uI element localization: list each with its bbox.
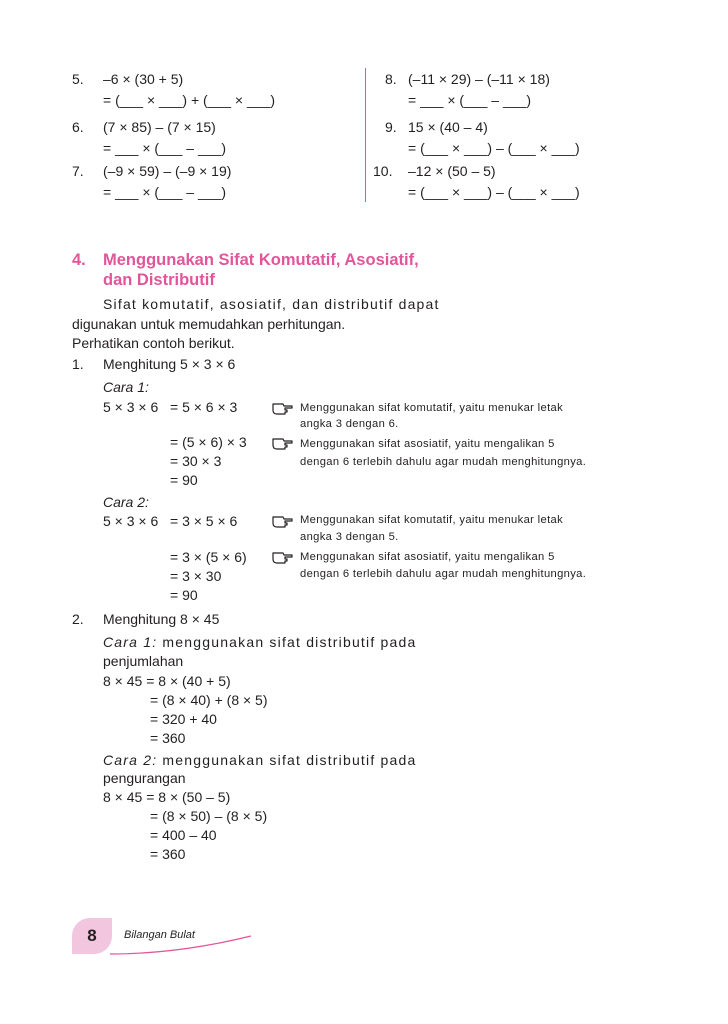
- method-desc-text: pengurangan: [103, 770, 186, 786]
- equation-step: = 3 × 30: [170, 568, 222, 584]
- page-number-badge: [72, 918, 112, 954]
- exercise-number: 7.: [72, 163, 84, 179]
- method-desc-text: menggunakan sifat distributif pada: [162, 634, 417, 650]
- exercise-expression: (–9 × 59) – (–9 × 19): [103, 163, 232, 179]
- equation-lhs: 5 × 3 × 6: [103, 513, 159, 529]
- method-label: Cara 2:: [103, 494, 149, 510]
- method-label: Cara 2:: [103, 752, 158, 768]
- exercise-number: 9.: [385, 119, 397, 135]
- equation-step: = 90: [170, 472, 198, 488]
- note-text: Menggunakan sifat komutatif, yaitu menukar letak: [300, 402, 564, 414]
- intro-text: Perhatikan contoh berikut.: [72, 335, 235, 351]
- equation-step: = 3 × 5 × 6: [170, 513, 238, 529]
- equation-step: = 360: [150, 846, 186, 862]
- equation-step: = 400 – 40: [150, 827, 217, 843]
- exercise-answer-template: = ___ × (___ – ___): [408, 92, 531, 108]
- exercise-number: 6.: [72, 119, 84, 135]
- method-label: Cara 1:: [103, 634, 158, 650]
- equation-step: = 3 × (5 × 6): [170, 549, 247, 565]
- example-title: Menghitung 8 × 45: [103, 611, 220, 627]
- exercise-answer-template: = (___ × ___) + (___ × ___): [103, 92, 276, 108]
- method-label: Cara 1:: [103, 379, 149, 395]
- exercise-expression: –12 × (50 – 5): [408, 163, 496, 179]
- note-text: angka 3 dengan 6.: [300, 418, 399, 430]
- section-title: Menggunakan Sifat Komutatif, Asosiatif,: [103, 251, 419, 269]
- equation-step: = (5 × 6) × 3: [170, 434, 247, 450]
- example-number: 2.: [72, 611, 84, 627]
- pointing-hand-icon: [272, 514, 294, 528]
- note-text: Menggunakan sifat asosiatif, yaitu mengalikan 5: [300, 438, 555, 450]
- pointing-hand-icon: [272, 401, 294, 415]
- page-number: 8: [87, 926, 97, 945]
- exercise-answer-template: = (___ × ___) – (___ × ___): [408, 140, 580, 156]
- exercise-number: 5.: [72, 71, 84, 87]
- note-text: Menggunakan sifat komutatif, yaitu menukar letak: [300, 514, 564, 526]
- exercise-number: 10.: [373, 163, 393, 179]
- equation-lhs: 5 × 3 × 6: [103, 399, 159, 415]
- intro-text: digunakan untuk memudahkan perhitungan.: [72, 316, 346, 332]
- footer-chapter-title: Bilangan Bulat: [124, 929, 195, 941]
- exercise-answer-template: = (___ × ___) – (___ × ___): [408, 184, 580, 200]
- note-text: Menggunakan sifat asosiatif, yaitu mengalikan 5: [300, 551, 555, 563]
- equation-step: = (8 × 40) + (8 × 5): [150, 692, 268, 708]
- section-number: 4.: [72, 251, 86, 269]
- pointing-hand-icon: [272, 550, 294, 564]
- section-title-continued: dan Distributif: [103, 271, 215, 289]
- method-description: [103, 633, 416, 651]
- equation-line: 8 × 45 = 8 × (50 – 5): [103, 789, 231, 805]
- equation-line: 8 × 45 = 8 × (40 + 5): [103, 673, 231, 689]
- exercise-expression: –6 × (30 + 5): [103, 71, 184, 87]
- example-title: Menghitung 5 × 3 × 6: [103, 356, 236, 372]
- method-desc-text: penjumlahan: [103, 653, 184, 669]
- pointing-hand-icon: [272, 436, 294, 450]
- method-description: [103, 751, 416, 769]
- exercise-expression: 15 × (40 – 4): [408, 119, 488, 135]
- equation-step: = 90: [170, 587, 198, 603]
- method-desc-text: menggunakan sifat distributif pada: [162, 752, 417, 768]
- column-divider: [365, 68, 366, 202]
- equation-step: = (8 × 50) – (8 × 5): [150, 808, 268, 824]
- example-number: 1.: [72, 356, 84, 372]
- note-text: dengan 6 terlebih dahulu agar mudah menghitungnya.: [300, 456, 587, 468]
- exercise-answer-template: = ___ × (___ – ___): [103, 184, 226, 200]
- equation-step: = 30 × 3: [170, 453, 222, 469]
- equation-step: = 320 + 40: [150, 711, 217, 727]
- exercise-expression: (–11 × 29) – (–11 × 18): [408, 71, 550, 87]
- note-text: angka 3 dengan 5.: [300, 531, 399, 543]
- note-text: dengan 6 terlebih dahulu agar mudah menghitungnya.: [300, 568, 587, 580]
- exercise-answer-template: = ___ × (___ – ___): [103, 140, 226, 156]
- exercise-number: 8.: [385, 71, 397, 87]
- equation-step: = 360: [150, 730, 186, 746]
- intro-text: Sifat komutatif, asosiatif, dan distributif dapat: [103, 296, 440, 312]
- exercise-expression: (7 × 85) – (7 × 15): [103, 119, 216, 135]
- equation-step: = 5 × 6 × 3: [170, 399, 238, 415]
